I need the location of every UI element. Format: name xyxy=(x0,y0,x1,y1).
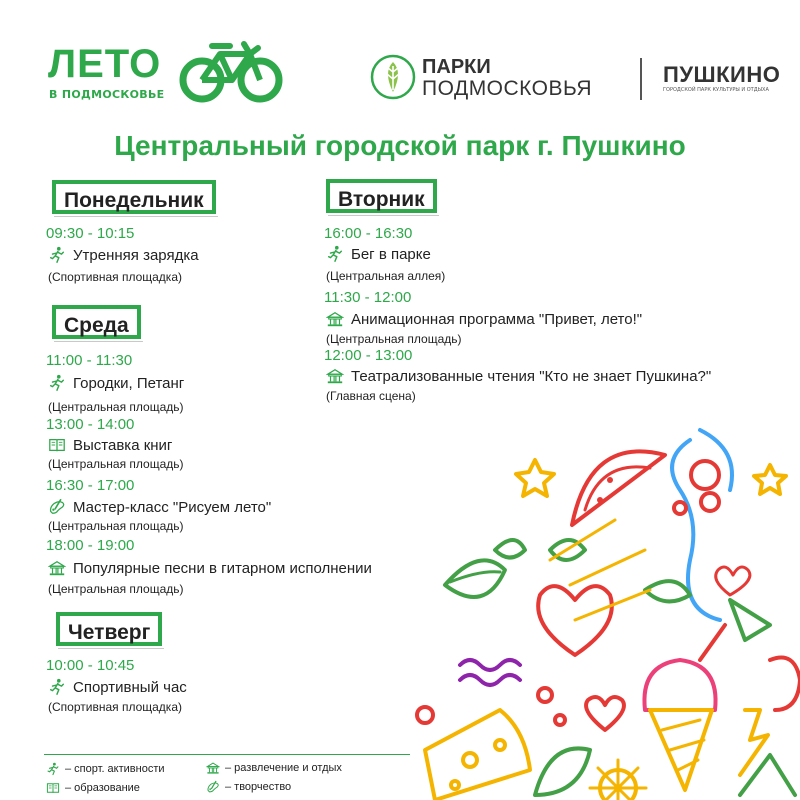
sport-icon xyxy=(46,762,60,776)
book-icon xyxy=(48,436,66,454)
legend-entertainment xyxy=(206,761,342,775)
event-place: (Центральная площадь) xyxy=(48,582,184,596)
event-title-text: Спортивный час xyxy=(73,678,187,696)
legend-creativity xyxy=(206,780,291,794)
event-place: (Спортивная площадка) xyxy=(48,270,182,284)
event-title xyxy=(48,498,271,516)
page-title: Центральный городской парк г. Пушкино xyxy=(114,130,686,161)
event-place: (Спортивная площадка) xyxy=(48,700,182,714)
event-title-text: Городки, Петанг xyxy=(73,374,185,392)
sport-icon xyxy=(48,246,66,264)
event-time: 12:00 - 13:00 xyxy=(324,347,413,364)
event-title-text: Популярные песни в гитарном исполнении xyxy=(73,559,372,577)
book-icon xyxy=(46,781,60,795)
parki-leaf-logo-icon xyxy=(370,54,416,100)
leaf-icon xyxy=(445,560,505,597)
legend-entertainment-label: – развлечение и отдых xyxy=(225,762,342,774)
event-place: (Центральная площадь) xyxy=(48,400,184,414)
parki-logo-line1: ПАРКИ xyxy=(422,56,491,78)
event-title-text: Театрализованные чтения "Кто не знает Пушкина?" xyxy=(351,367,712,385)
event-title-text: Бег в парке xyxy=(351,245,431,263)
event-time: 11:00 - 11:30 xyxy=(46,352,133,369)
parki-logo-line2: ПОДМОСКОВЬЯ xyxy=(422,77,593,100)
entertainment-icon xyxy=(326,310,344,328)
entertainment-icon xyxy=(326,367,344,385)
event-place: (Центральная аллея) xyxy=(326,269,446,283)
cheese-icon xyxy=(425,710,530,800)
event-place: (Центральная площадь) xyxy=(48,519,184,533)
event-title-text: Выставка книг xyxy=(73,436,173,454)
legend-sport-label: – спорт. активности xyxy=(65,763,165,775)
event-time: 11:30 - 12:00 xyxy=(324,289,412,306)
creativity-icon xyxy=(48,498,66,516)
legend-education-label: – образование xyxy=(65,782,140,794)
sport-icon xyxy=(326,245,344,263)
event-title xyxy=(48,246,199,264)
day-header-thursday: Четверг xyxy=(56,612,162,646)
event-title xyxy=(48,374,184,392)
sport-icon xyxy=(48,374,66,392)
event-title xyxy=(326,245,431,263)
watermelon-icon xyxy=(572,451,665,525)
star-icon xyxy=(516,460,554,496)
entertainment-icon xyxy=(206,761,220,775)
event-place: (Главная сцена) xyxy=(326,389,416,403)
ice-cream-icon xyxy=(644,660,715,710)
event-title xyxy=(48,559,372,577)
event-time: 16:00 - 16:30 xyxy=(324,225,413,242)
wave-icon xyxy=(460,660,520,670)
sport-icon xyxy=(48,678,66,696)
event-title-text: Мастер-класс "Рисуем лето" xyxy=(73,498,272,516)
event-title-text: Анимационная программа "Привет, лето!" xyxy=(351,310,643,328)
event-title xyxy=(48,678,187,696)
event-time: 16:30 - 17:00 xyxy=(46,477,135,494)
pushkino-logo-subtitle: ГОРОДСКОЙ ПАРК КУЛЬТУРЫ И ОТДЫХА xyxy=(663,87,769,93)
event-title-text: Утренняя зарядка xyxy=(73,246,199,264)
event-title xyxy=(326,367,711,385)
event-title xyxy=(48,436,172,454)
event-place: (Центральная площадь) xyxy=(326,332,462,346)
logo-divider xyxy=(640,58,642,100)
creativity-icon xyxy=(206,780,220,794)
event-title xyxy=(326,310,642,328)
entertainment-icon xyxy=(48,559,66,577)
leto-logo-subtitle: В ПОДМОСКОВЬЕ xyxy=(49,88,165,101)
event-time: 09:30 - 10:15 xyxy=(46,225,135,242)
summer-illustration xyxy=(400,410,800,800)
leto-logo-text: ЛЕТО xyxy=(48,42,162,86)
pushkino-logo-text: ПУШКИНО xyxy=(663,62,781,87)
day-header-wednesday: Среда xyxy=(52,305,141,339)
legend-creativity-label: – творчество xyxy=(225,781,292,793)
bicycle-icon xyxy=(178,38,284,104)
event-time: 18:00 - 19:00 xyxy=(46,537,135,554)
event-time: 13:00 - 14:00 xyxy=(46,416,135,433)
day-header-monday: Понедельник xyxy=(52,180,216,214)
event-time: 10:00 - 10:45 xyxy=(46,657,135,674)
event-place: (Центральная площадь) xyxy=(48,457,184,471)
legend-education xyxy=(46,781,140,795)
legend-sport xyxy=(46,762,165,776)
day-header-tuesday: Вторник xyxy=(326,179,437,213)
legend-divider xyxy=(44,754,410,755)
